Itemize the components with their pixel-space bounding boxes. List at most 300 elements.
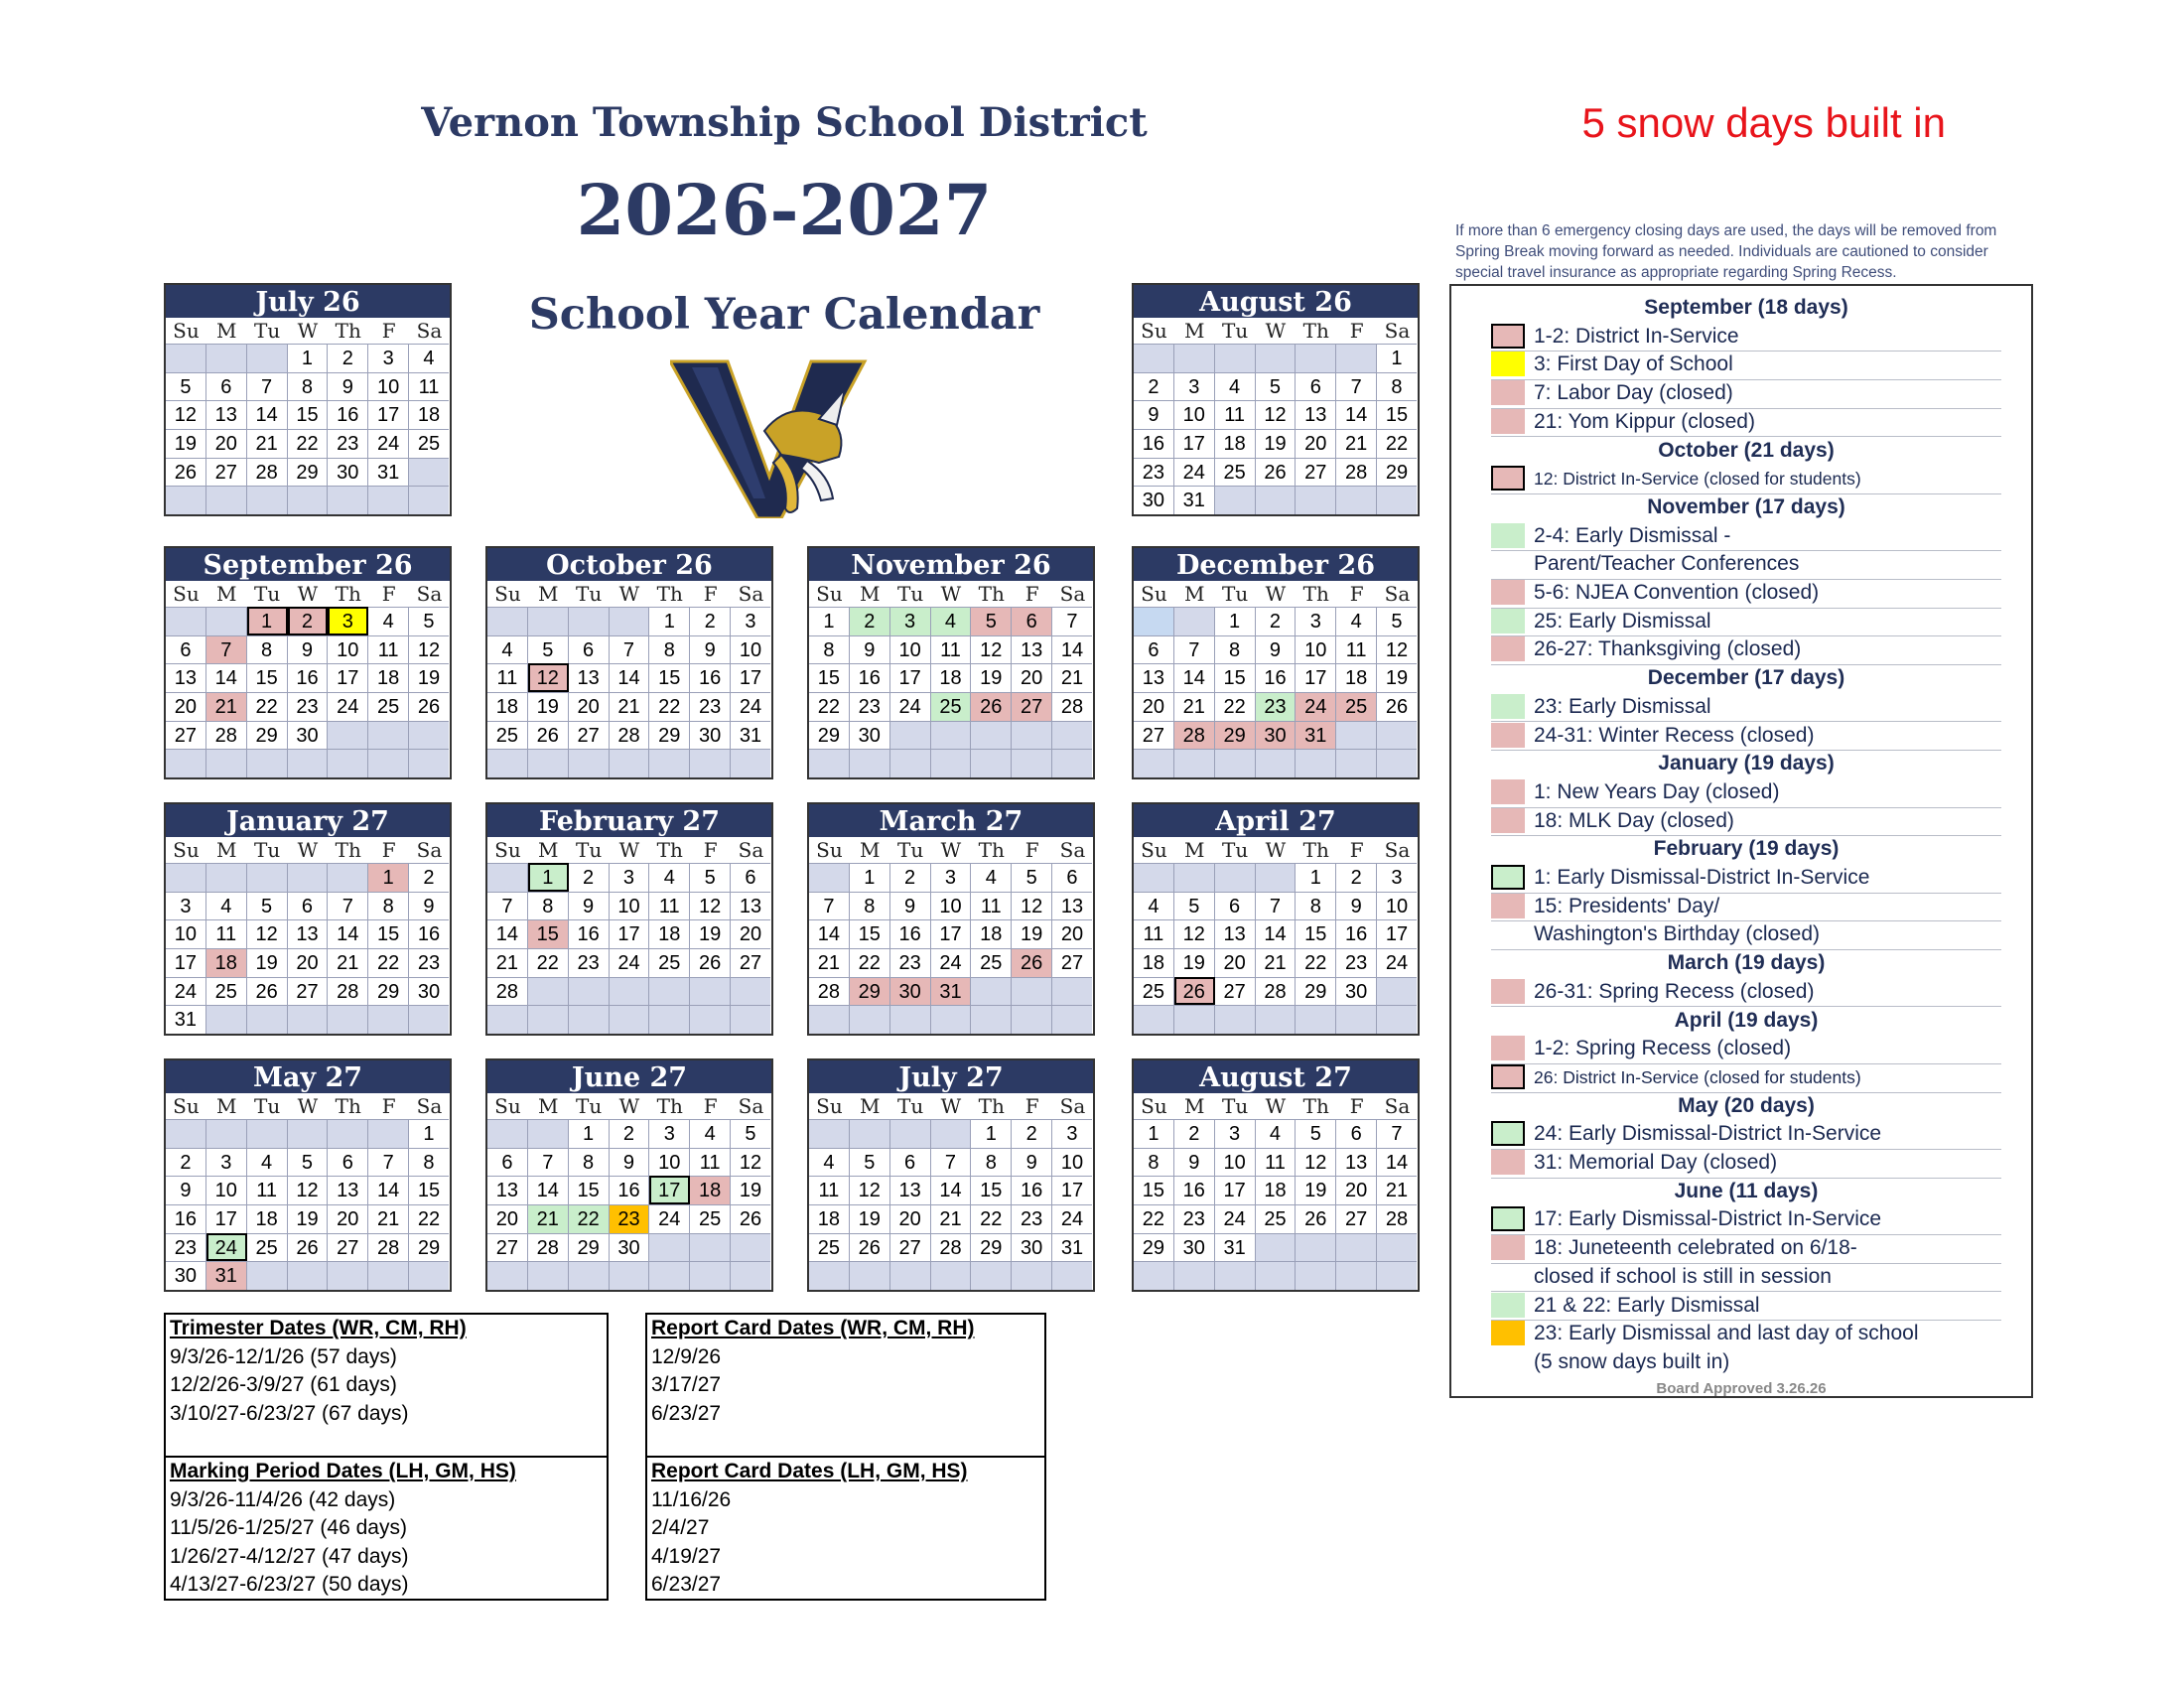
day-cell: 7: [1052, 607, 1092, 635]
day-cell: 29: [971, 1233, 1012, 1262]
day-cell: 6: [1052, 863, 1092, 892]
day-cell: 21: [1174, 692, 1215, 721]
day-cell: 14: [247, 400, 288, 429]
week-row: [1134, 1204, 1418, 1233]
day-cell: 26: [288, 1233, 329, 1262]
weekday-label: Sa: [738, 582, 764, 606]
day-cell: 12: [288, 1176, 329, 1204]
day-cell: 1: [971, 1119, 1012, 1148]
day-cell: 10: [731, 635, 770, 664]
day-cell: 30: [690, 721, 731, 750]
day-cell: 27: [166, 721, 206, 750]
weekday-label: F: [1024, 582, 1039, 606]
day-cell: 13: [731, 892, 770, 920]
day-cell: 9: [569, 892, 610, 920]
day-cell: 24: [1052, 1204, 1092, 1233]
empty-day-cell: [328, 486, 368, 514]
weekday-label: F: [381, 319, 396, 343]
day-cell: 7: [247, 372, 288, 401]
day-cell: 15: [288, 400, 329, 429]
empty-day-cell: [1336, 1233, 1377, 1262]
month-name: January 27: [166, 804, 450, 837]
day-cell: 15: [368, 919, 409, 948]
empty-day-cell: [649, 1261, 690, 1290]
week-row: [809, 1261, 1093, 1290]
day-cell: 28: [247, 458, 288, 487]
empty-day-cell: [690, 1261, 731, 1290]
weekday-label: Tu: [575, 1094, 603, 1118]
week-row: [487, 1005, 771, 1034]
week-row: [1134, 400, 1418, 429]
day-cell: 20: [1296, 429, 1336, 458]
day-cell: 13: [1296, 400, 1336, 429]
empty-day-cell: [328, 749, 368, 777]
legend-item: [1491, 778, 2001, 808]
day-cell: 7: [528, 1148, 569, 1177]
empty-day-cell: [487, 863, 528, 892]
trimester-date-line: 12/2/26-3/9/27 (61 days): [170, 1373, 397, 1396]
legend-item: [1491, 1120, 2001, 1150]
legend-swatch: [1491, 979, 1525, 1004]
day-cell: 11: [409, 372, 449, 401]
empty-day-cell: [247, 749, 288, 777]
day-cell: 10: [649, 1148, 690, 1177]
weekday-label: F: [1349, 582, 1364, 606]
legend-month-header: December (17 days): [1647, 666, 1845, 690]
day-cell: 26: [850, 1233, 890, 1262]
day-cell: 17: [931, 919, 972, 948]
empty-day-cell: [809, 1005, 850, 1034]
day-cell: 30: [1134, 486, 1174, 514]
empty-day-cell: [850, 749, 890, 777]
empty-day-cell: [1336, 1261, 1377, 1290]
day-cell: 7: [610, 635, 650, 664]
day-cell: 6: [731, 863, 770, 892]
day-cell: 17: [610, 919, 650, 948]
weekday-label: W: [618, 838, 640, 862]
week-row: [487, 1148, 771, 1177]
day-cell: 18: [487, 692, 528, 721]
day-cell: 5: [1296, 1119, 1336, 1148]
empty-day-cell: [1134, 607, 1174, 635]
weekday-label: F: [1349, 319, 1364, 343]
day-cell: 1: [1377, 344, 1417, 372]
day-cell: 23: [890, 948, 931, 977]
day-cell: 8: [409, 1148, 449, 1177]
day-cell: 2: [850, 607, 890, 635]
empty-day-cell: [1256, 1233, 1297, 1262]
legend-text: 2-4: Early Dismissal -: [1534, 523, 1731, 547]
trimester-dates-box: [164, 1313, 609, 1458]
week-row: [487, 1233, 771, 1262]
day-cell: 1: [1215, 607, 1256, 635]
legend-swatch: [1491, 808, 1525, 833]
empty-day-cell: [1256, 1005, 1297, 1034]
empty-day-cell: [1336, 344, 1377, 372]
week-row: [809, 749, 1093, 777]
day-cell: 24: [368, 429, 409, 458]
day-cell: 18: [649, 919, 690, 948]
legend-text: (5 snow days built in): [1534, 1349, 1730, 1373]
day-cell: 28: [1336, 458, 1377, 487]
day-cell: 27: [206, 458, 247, 487]
legend-swatch: [1491, 1321, 1525, 1345]
empty-day-cell: [731, 1261, 770, 1290]
day-cell: 4: [971, 863, 1012, 892]
legend-item: [1491, 1035, 2001, 1064]
empty-day-cell: [247, 486, 288, 514]
day-cell: 29: [1296, 977, 1336, 1006]
report-card-date: 3/17/27: [651, 1373, 722, 1396]
day-cell: 13: [890, 1176, 931, 1204]
day-cell: 24: [931, 948, 972, 977]
empty-day-cell: [569, 977, 610, 1006]
day-cell: 28: [1052, 692, 1092, 721]
day-cell: 29: [850, 977, 890, 1006]
day-cell: 6: [206, 372, 247, 401]
legend-text: 5-6: NJEA Convention (closed): [1534, 581, 1820, 604]
day-cell: 6: [1336, 1119, 1377, 1148]
empty-day-cell: [1134, 344, 1174, 372]
weekday-label: M: [860, 1094, 881, 1118]
empty-day-cell: [890, 1119, 931, 1148]
legend-text: 1-2: District In-Service: [1534, 324, 1739, 348]
day-cell: 9: [166, 1176, 206, 1204]
day-cell: 19: [288, 1204, 329, 1233]
empty-day-cell: [247, 1005, 288, 1034]
day-cell: 17: [1052, 1176, 1092, 1204]
weekday-header: [809, 581, 1093, 607]
day-cell: 24: [1174, 458, 1215, 487]
legend-item: [1491, 608, 2001, 637]
weekday-header: [1134, 581, 1418, 607]
legend-item: [1491, 978, 2001, 1008]
weekday-label: Sa: [1384, 838, 1411, 862]
empty-day-cell: [1377, 1261, 1417, 1290]
weekday-label: M: [538, 838, 559, 862]
day-cell: 1: [569, 1119, 610, 1148]
day-cell: 13: [1336, 1148, 1377, 1177]
weekday-label: Sa: [1384, 319, 1411, 343]
day-cell: 20: [1012, 663, 1052, 692]
month-name: August 26: [1134, 285, 1418, 318]
day-cell: 29: [247, 721, 288, 750]
legend-text: 1-2: Spring Recess (closed): [1534, 1037, 1792, 1060]
week-row: [166, 948, 450, 977]
day-cell: 9: [610, 1148, 650, 1177]
day-cell: 16: [1012, 1176, 1052, 1204]
empty-day-cell: [890, 749, 931, 777]
legend-swatch: [1491, 865, 1525, 890]
empty-day-cell: [850, 1119, 890, 1148]
empty-day-cell: [731, 1005, 770, 1034]
weekday-label: W: [940, 1094, 962, 1118]
month-calendar: [164, 283, 452, 516]
week-row: [1134, 486, 1418, 514]
weekday-label: M: [216, 838, 237, 862]
legend-month-header: October (21 days): [1658, 438, 1835, 462]
legend-text: Washington's Birthday (closed): [1534, 922, 1821, 946]
empty-day-cell: [610, 977, 650, 1006]
legend-month-header: January (19 days): [1658, 752, 1835, 775]
day-cell: 11: [1134, 919, 1174, 948]
legend-item: [1491, 693, 2001, 723]
weekday-label: Tu: [253, 838, 281, 862]
day-cell: 22: [1134, 1204, 1174, 1233]
day-cell: 10: [206, 1176, 247, 1204]
day-cell: 18: [1256, 1176, 1297, 1204]
marking-period-line: 11/5/26-1/25/27 (46 days): [170, 1516, 407, 1539]
empty-day-cell: [1012, 749, 1052, 777]
day-cell: 28: [206, 721, 247, 750]
day-cell: 30: [166, 1261, 206, 1290]
week-row: [166, 635, 450, 664]
day-cell: 23: [166, 1233, 206, 1262]
empty-day-cell: [569, 607, 610, 635]
day-cell: 11: [809, 1176, 850, 1204]
week-row: [1134, 1261, 1418, 1290]
day-cell: 29: [569, 1233, 610, 1262]
day-cell: 27: [328, 1233, 368, 1262]
day-cell: 24: [890, 692, 931, 721]
marking-report-card-box: [645, 1456, 1046, 1601]
marking-period-box: [164, 1456, 609, 1601]
day-cell: 23: [328, 429, 368, 458]
week-row: [1134, 344, 1418, 372]
week-row: [1134, 977, 1418, 1006]
day-cell: 5: [409, 607, 449, 635]
day-cell: 15: [247, 663, 288, 692]
day-cell: 19: [1256, 429, 1297, 458]
legend-text: 1: New Years Day (closed): [1534, 779, 1780, 803]
legend-text: 24-31: Winter Recess (closed): [1534, 723, 1815, 747]
empty-day-cell: [690, 749, 731, 777]
day-cell: 22: [409, 1204, 449, 1233]
day-cell: 19: [166, 429, 206, 458]
day-cell: 30: [288, 721, 329, 750]
week-row: [1134, 1176, 1418, 1204]
empty-day-cell: [487, 1119, 528, 1148]
day-cell: 18: [247, 1204, 288, 1233]
calendar-legend: [1449, 284, 2033, 1398]
day-cell: 2: [890, 863, 931, 892]
day-cell: 13: [288, 919, 329, 948]
day-cell: 17: [890, 663, 931, 692]
week-row: [166, 486, 450, 514]
legend-item: [1491, 1263, 2001, 1293]
legend-text: 31: Memorial Day (closed): [1534, 1151, 1778, 1174]
month-name: February 27: [487, 804, 771, 837]
legend-swatch: [1491, 1150, 1525, 1175]
week-row: [1134, 429, 1418, 458]
week-row: [166, 1119, 450, 1148]
weekday-label: Th: [656, 1094, 683, 1118]
weekday-label: Su: [173, 319, 200, 343]
week-row: [809, 607, 1093, 635]
day-cell: 13: [1052, 892, 1092, 920]
day-cell: 16: [1134, 429, 1174, 458]
day-cell: 5: [166, 372, 206, 401]
empty-day-cell: [649, 749, 690, 777]
day-cell: 25: [1336, 692, 1377, 721]
day-cell: 22: [528, 948, 569, 977]
day-cell: 20: [1134, 692, 1174, 721]
weekday-label: Th: [335, 1094, 361, 1118]
day-cell: 23: [1134, 458, 1174, 487]
month-calendar: [485, 802, 773, 1036]
empty-day-cell: [809, 863, 850, 892]
empty-day-cell: [931, 1119, 972, 1148]
month-name: October 26: [487, 548, 771, 581]
day-cell: 1: [288, 344, 329, 372]
empty-day-cell: [1174, 1261, 1215, 1290]
empty-day-cell: [1296, 1005, 1336, 1034]
day-cell: 10: [328, 635, 368, 664]
week-row: [166, 344, 450, 372]
day-cell: 18: [931, 663, 972, 692]
empty-day-cell: [1052, 721, 1092, 750]
legend-swatch: [1491, 580, 1525, 605]
day-cell: 2: [166, 1148, 206, 1177]
weekday-header: [166, 581, 450, 607]
day-cell: 21: [368, 1204, 409, 1233]
day-cell: 29: [1377, 458, 1417, 487]
day-cell: 28: [931, 1233, 972, 1262]
day-cell: 11: [649, 892, 690, 920]
weekday-label: F: [381, 1094, 396, 1118]
day-cell: 28: [528, 1233, 569, 1262]
day-cell: 11: [247, 1176, 288, 1204]
legend-text: 17: Early Dismissal-District In-Service: [1534, 1207, 1882, 1231]
day-cell: 4: [247, 1148, 288, 1177]
weekday-header: [1134, 318, 1418, 344]
legend-swatch: [1491, 380, 1525, 405]
day-cell: 31: [1174, 486, 1215, 514]
empty-day-cell: [649, 977, 690, 1006]
empty-day-cell: [610, 1005, 650, 1034]
week-row: [487, 721, 771, 750]
weekday-label: Su: [1141, 1094, 1167, 1118]
weekday-label: Th: [1302, 1094, 1329, 1118]
week-row: [1134, 692, 1418, 721]
empty-day-cell: [1134, 749, 1174, 777]
week-row: [487, 692, 771, 721]
day-cell: 9: [409, 892, 449, 920]
legend-item: [1491, 1348, 2001, 1377]
week-row: [1134, 458, 1418, 487]
empty-day-cell: [528, 1119, 569, 1148]
day-cell: 13: [1134, 663, 1174, 692]
day-cell: 28: [1256, 977, 1297, 1006]
day-cell: 7: [1336, 372, 1377, 401]
legend-swatch: [1491, 1121, 1525, 1146]
week-row: [166, 919, 450, 948]
legend-text: 7: Labor Day (closed): [1534, 381, 1733, 405]
day-cell: 19: [731, 1176, 770, 1204]
empty-day-cell: [690, 1233, 731, 1262]
day-cell: 1: [409, 1119, 449, 1148]
empty-day-cell: [1174, 344, 1215, 372]
empty-day-cell: [890, 1005, 931, 1034]
empty-day-cell: [1256, 749, 1297, 777]
week-row: [166, 1204, 450, 1233]
empty-day-cell: [409, 1005, 449, 1034]
weekday-label: Su: [816, 582, 843, 606]
day-cell: 22: [288, 429, 329, 458]
day-cell: 15: [409, 1176, 449, 1204]
empty-day-cell: [649, 1005, 690, 1034]
day-cell: 23: [1174, 1204, 1215, 1233]
legend-month-header: April (19 days): [1674, 1008, 1819, 1032]
legend-swatch: [1491, 409, 1525, 434]
day-cell: 3: [731, 607, 770, 635]
weekday-label: M: [538, 582, 559, 606]
day-cell: 6: [1134, 635, 1174, 664]
weekday-label: Th: [656, 838, 683, 862]
day-cell: 21: [1377, 1176, 1417, 1204]
day-cell: 4: [206, 892, 247, 920]
weekday-label: M: [216, 319, 237, 343]
empty-day-cell: [487, 607, 528, 635]
empty-day-cell: [487, 1261, 528, 1290]
day-cell: 7: [1256, 892, 1297, 920]
day-cell: 12: [409, 635, 449, 664]
empty-day-cell: [931, 1261, 972, 1290]
empty-day-cell: [1134, 1261, 1174, 1290]
weekday-label: F: [703, 838, 718, 862]
empty-day-cell: [971, 749, 1012, 777]
legend-item: [1491, 408, 2001, 438]
legend-text: 26: District In-Service (closed for students): [1534, 1066, 1861, 1087]
weekday-label: Tu: [1221, 838, 1249, 862]
day-cell: 9: [890, 892, 931, 920]
empty-day-cell: [1174, 863, 1215, 892]
month-calendar: [807, 1058, 1095, 1292]
day-cell: 6: [487, 1148, 528, 1177]
empty-day-cell: [528, 1005, 569, 1034]
month-calendar: [807, 546, 1095, 779]
report-card-date: 4/19/27: [651, 1544, 722, 1568]
day-cell: 1: [528, 863, 569, 892]
weekday-label: Su: [816, 1094, 843, 1118]
empty-day-cell: [1215, 1261, 1256, 1290]
day-cell: 11: [690, 1148, 731, 1177]
day-cell: 8: [649, 635, 690, 664]
weekday-header: [809, 1093, 1093, 1119]
day-cell: 25: [971, 948, 1012, 977]
legend-text: Parent/Teacher Conferences: [1534, 552, 1800, 576]
legend-item: [1491, 1149, 2001, 1179]
day-cell: 12: [1377, 635, 1417, 664]
day-cell: 5: [850, 1148, 890, 1177]
month-calendar: [1132, 283, 1420, 516]
trimester-date-line: 3/10/27-6/23/27 (67 days): [170, 1401, 409, 1425]
week-row: [809, 635, 1093, 664]
day-cell: 8: [288, 372, 329, 401]
empty-day-cell: [206, 1005, 247, 1034]
legend-item: [1491, 1320, 2001, 1348]
day-cell: 7: [1174, 635, 1215, 664]
weekday-label: Tu: [575, 838, 603, 862]
legend-swatch: [1491, 1064, 1525, 1089]
week-row: [809, 1176, 1093, 1204]
day-cell: 31: [368, 458, 409, 487]
legend-swatch: [1491, 1206, 1525, 1231]
day-cell: 14: [1256, 919, 1297, 948]
weekday-label: Th: [335, 319, 361, 343]
weekday-header: [1134, 837, 1418, 863]
day-cell: 11: [1336, 635, 1377, 664]
